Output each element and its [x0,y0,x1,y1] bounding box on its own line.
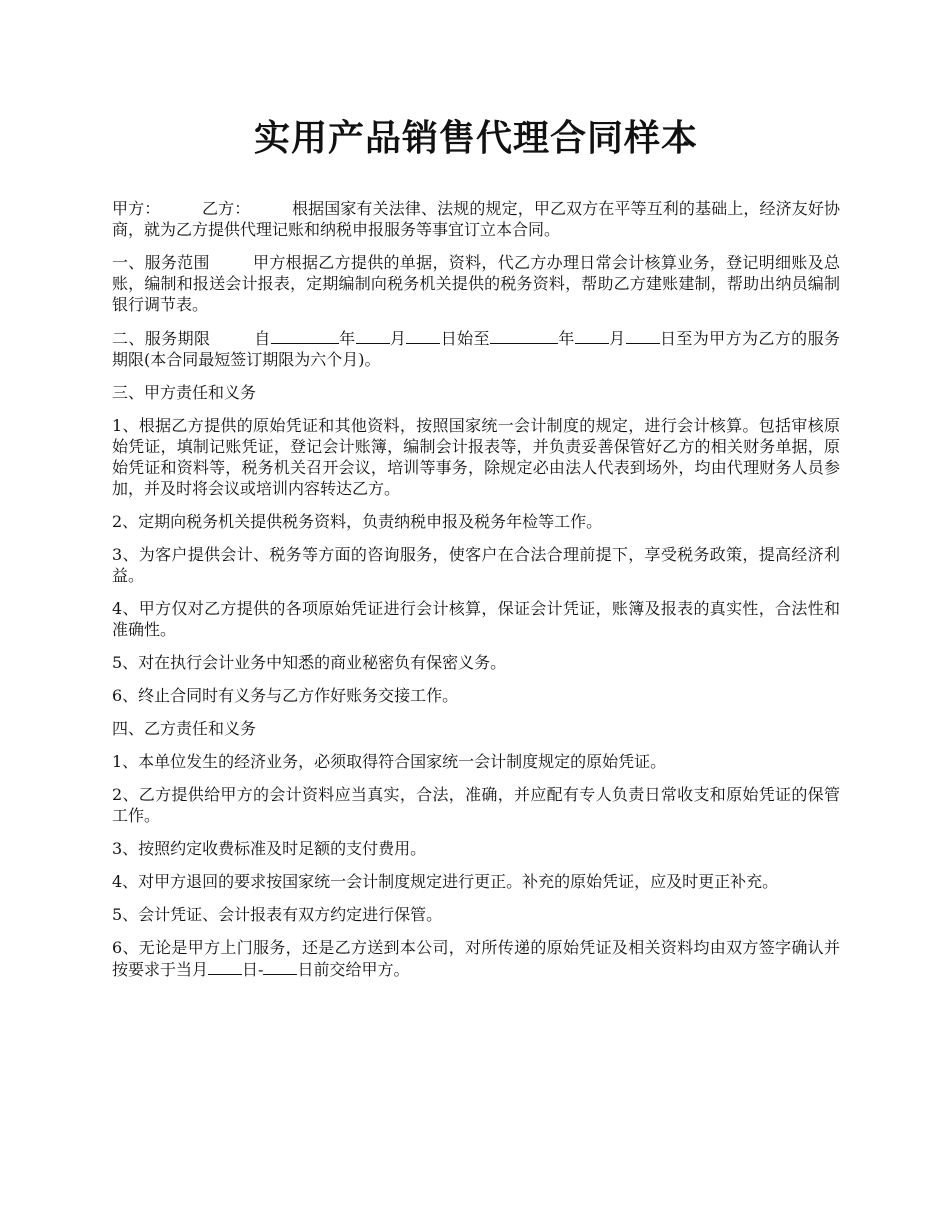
party-a-item: 4、甲方仅对乙方提供的各项原始凭证进行会计核算，保证会计凭证，账簿及报表的真实性，合法性和准确性。 [112,599,840,639]
party-b-item: 1、本单位发生的经济业务，必须取得符合国家统一会计制度规定的原始凭证。 [112,752,667,771]
blank-day-to [263,958,297,975]
blank-day-from [208,958,242,975]
term-text-5: 月 [608,329,626,348]
party-b-item-6 [112,937,840,980]
section-service-scope: 一、服务范围 甲方根据乙方提供的单据，资料，代乙方办理日常会计核算业务，登记明细账及总账，编制和报送会计报表，定期编制向税务机关提供的税务资料，帮助乙方建账建制，帮助出纳员编制银行调节表。 [112,253,840,314]
blank-end-day [626,327,660,344]
party-b-item: 3、按照约定收费标准及时足额的支付费用。 [112,839,427,858]
party-a-item: 3、为客户提供会计、税务等方面的咨询服务，使客户在合法合理前提下，享受税务政策，提高经济利益。 [112,545,840,585]
blank-start-year [271,327,339,344]
term-text-1: 年 [338,329,356,348]
term-text-4: 年 [557,329,575,348]
document-page [112,104,840,992]
intro-paragraph: 甲方： 乙方： 根据国家有关法律、法规的规定，甲乙双方在平等互利的基础上，经济友好协商，就为乙方提供代理记账和纳税申报服务等事宜订立本合同。 [112,199,840,239]
item6-prefix: 6、无论是甲方上门服务，还是乙方送到本公司，对所传递的原始凭证及相关资料均由双方签字确认并按要求于当月 [112,938,840,979]
term-text-3: 日始至 [440,329,490,348]
party-a-item: 5、对在执行会计业务中知悉的商业秘密负有保密义务。 [112,653,507,672]
party-a-item: 6、终止合同时有义务与乙方作好账务交接工作。 [112,686,459,705]
blank-end-month [575,327,609,344]
party-b-item: 5、会计凭证、会计报表有双方约定进行保管。 [112,905,443,924]
item6-suffix: 日前交给甲方。 [297,960,410,979]
party-b-item: 2、乙方提供给甲方的会计资料应当真实，合法，准确，并应配有专人负责日常收支和原始凭证的保管工作。 [112,785,840,825]
term-text-2: 月 [389,329,407,348]
document-title: 实用产品销售代理合同样本 [253,117,698,159]
blank-start-month [356,327,390,344]
party-a-item: 2、定期向税务机关提供税务资料，负责纳税申报及税务年检等工作。 [112,512,603,531]
party-a-item: 1、根据乙方提供的原始凭证和其他资料，按照国家统一会计制度的规定，进行会计核算。包括审核原始凭证，填制记账凭证，登记会计账簿，编制会计报表等，并负责妥善保管好乙方的相关财务单据，原始凭证和资料等，税务机关召开会议，培训等事务，除规定必由法人代表到场外，均由代理财务人员参加，并及时将会议或培训内容转达乙方。 [112,416,840,498]
blank-end-year [490,327,558,344]
party-b-item: 4、对甲方退回的要求按国家统一会计制度规定进行更正。补充的原始凭证，应及时更正补充。 [112,872,779,891]
section-heading-party-a: 三、甲方责任和义务 [112,383,257,402]
item6-mid: 日- [242,960,264,979]
section-service-term [112,327,840,370]
section-heading-party-b: 四、乙方责任和义务 [112,719,257,738]
blank-start-day [406,327,440,344]
term-prefix: 二、服务期限 自 [112,329,271,348]
term-text-6: 日至为甲方为乙方的服务期限(本合同最短签订期限为六个月)。 [112,329,840,369]
